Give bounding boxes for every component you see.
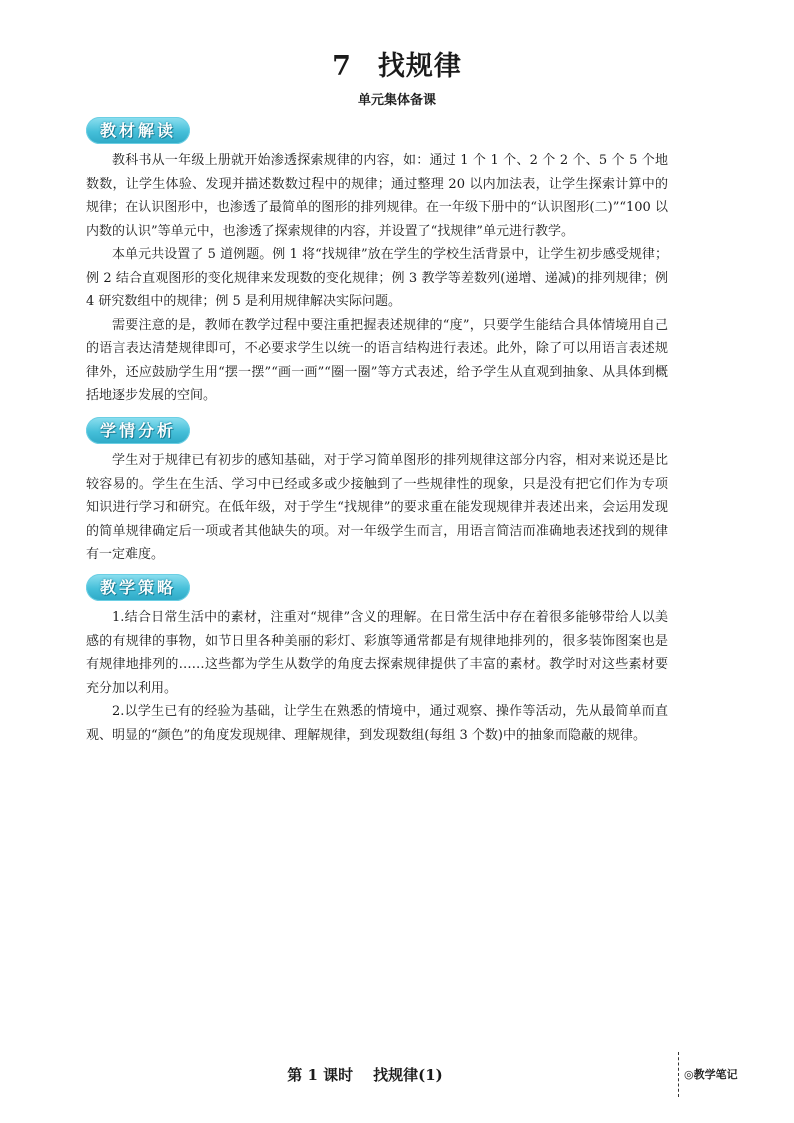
chapter-number: 7	[332, 51, 352, 82]
teaching-notes-label: ◎教学笔记	[684, 1068, 738, 1081]
section-teaching-strategy	[86, 606, 668, 747]
page-subtitle: 单元集体备课	[357, 93, 436, 108]
notes-divider	[678, 1052, 679, 1097]
section-label-teaching-strategy: 教学策略	[86, 574, 190, 601]
section-learner-analysis	[86, 449, 668, 567]
section-textbook-reading	[86, 149, 668, 408]
section-label-textbook-reading: 教材解读	[86, 117, 190, 144]
paragraph: 需要注意的是，教师在教学过程中要注重把握表述规律的“度”，只要学生能结合具体情境用自己的语言表达清楚规律即可，不必要求学生以统一的语言结构进行表述。此外，除了可以用语言表述规律外，还应鼓励学生用“摆一摆”“画一画”“圈一圈”等方式表述，给予学生从直观到抽象、从具体到概括地逐步发展的空间。	[86, 317, 668, 403]
lesson-number: 第 1 课时	[287, 1066, 354, 1084]
chapter-title: 找规律	[377, 51, 462, 82]
lesson-title	[0, 1064, 730, 1085]
paragraph: 2.以学生已有的经验为基础，让学生在熟悉的情境中，通过观察、操作等活动，先从最简单而直观、明显的“颜色”的角度发现规律、理解规律，到发现数组(每组 3 个数)中的抽象而隐蔽的规律。	[86, 704, 668, 743]
section-label-learner-analysis: 学情分析	[86, 417, 190, 444]
paragraph: 教科书从一年级上册就开始渗透探索规律的内容，如：通过 1 个 1 个、2 个 2 个、5 个 5 个地数数，让学生体验、发现并描述数数过程中的规律；通过整理 20 以内加法表，让学生探索计算中的规律；在认识图形中，也渗透了最简单的图形的排列规律。在一年级下册中的“认识图形(二)”“100 以内数的认识”等单元中，也渗透了探索规律的内容，并设置了“找规律”单元进行教学。	[86, 153, 668, 239]
paragraph: 本单元共设置了 5 道例题。例 1 将“找规律”放在学生的学校生活背景中，让学生初步感受规律；例 2 结合直观图形的变化规律来发现数的变化规律；例 3 教学等差数列(递增、递减)的排列规律；例 4 研究数组中的规律；例 5 是利用规律解决实际问题。	[86, 247, 668, 309]
paragraph: 1.结合日常生活中的素材，注重对“规律”含义的理解。在日常生活中存在着很多能够带给人以美感的有规律的事物，如节日里各种美丽的彩灯、彩旗等通常都是有规律地排列的，很多装饰图案也是有规律地排列的……这些都为学生从数学的角度去探索规律提供了丰富的素材。教学时对这些素材要充分加以利用。	[86, 610, 668, 696]
paragraph: 学生对于规律已有初步的感知基础，对于学习简单图形的排列规律这部分内容，相对来说还是比较容易的。学生在生活、学习中已经或多或少接触到了一些规律性的现象，只是没有把它们作为专项知识进行学习和研究。在低年级，对于学生“找规律”的要求重在能发现规律并表述出来，会运用发现的简单规律确定后一项或者其他缺失的项。对一年级学生而言，用语言简洁而准确地表述找到的规律有一定难度。	[86, 453, 668, 562]
lesson-name: 找规律(1)	[373, 1066, 443, 1084]
page-title	[0, 44, 794, 83]
